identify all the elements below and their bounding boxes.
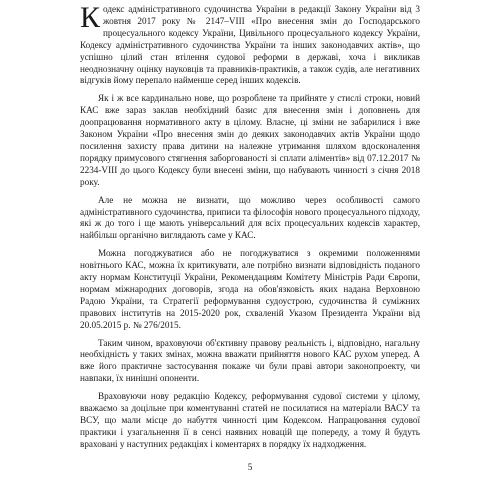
paragraph-intro-text: одекс адміністративного судочинства України в редакції Закону України від 3 жовтня 2017 року № 2147–VIII «Про внесення змін до Господарського процесуального кодексу України, Цивільного процесуального кодексу України, Кодексу адміністративного судочинства України та інших законодавчих актів», що успішно цілий стан втілення судової реформи в державі, хоча і викликав неоднозначну оцінку науковців та правників-практиків, а також судів, але негативних відгуків йому перепало найменше серед інших кодексів. <box>80 4 420 86</box>
page-number: 5 <box>247 462 253 472</box>
paragraph-conclusion: Таким чином, враховуючи об'єктивну правову реальність і, відповідно, нагальну необхідність у таких змінах, можна вважати прийняття нового КАС рухом уперед. А вже його практичне застосування покаже чи були праві автори законопроекту, чи навпаки, їх нинішні опоненти. <box>80 337 420 384</box>
paragraph-new-kas: Як і ж все кардинально нове, що розроблене та прийняте у стислі строки, новий КАС вже зараз заклав необхідний базис для внесення змін і доповнень для доопрацювання нормативного акту в цілому. Власне, ці зміни не забарилися і вже Законом України «Про внесення змін до деяких законодавчих актів України щодо посилення захисту права дитини на належне утримання шляхом вдосконалення порядку примусового стягнення заборгованості зі сплати аліментів» від 07.12.2017 № 2234-VIII до цього Кодексу були внесені зміни, що набувають чинності з січня 2018 року. <box>80 93 420 187</box>
paragraph-specifics: Але не можна не визнати, що можливо через особливості самого адміністративного судочинства, приписи та філософія нового процесуального підходу, які ж до того і ще мають універсальний для всіх процесуальних кодексів характер, найбільш органічно виглядають саме у КАС. <box>80 194 420 241</box>
drop-cap: К <box>80 1 101 34</box>
document-body <box>80 1 420 457</box>
paragraph-practice: Враховуючи нову редакцію Кодексу, реформування судової системи у цілому, вважаємо за доцільне при коментуванні статей не посилатися на матеріали ВАСУ та ВСУ, що мали місце до набуття чинності цим Кодексом. Напрацювання судової практики і узагальнення її в сенсі наявних новацій ще попереду, а тому й будуть враховані у наступних редакціях і коментарях в порядку їх надходження. <box>80 391 420 449</box>
paragraph-compliance: Можна погоджуватися або не погоджуватися з окремими положеннями новітнього КАС, можна їх критикувати, але потрібно визнати відповідність поданого акту нормам Конституції України, Рекомендациям Комітету Міністрів Ради Європи, нормам міжнародних договорів, згода на обов'язковість яких надана Верховною Радою України, та Стратегії реформування судоустрою, судочинства й суміжних правових інститутів на 2015-2020 рок, схваленій Указом Президента України від 20.05.2015 р. № 276/2015. <box>80 248 420 330</box>
paragraph-intro <box>80 1 420 87</box>
